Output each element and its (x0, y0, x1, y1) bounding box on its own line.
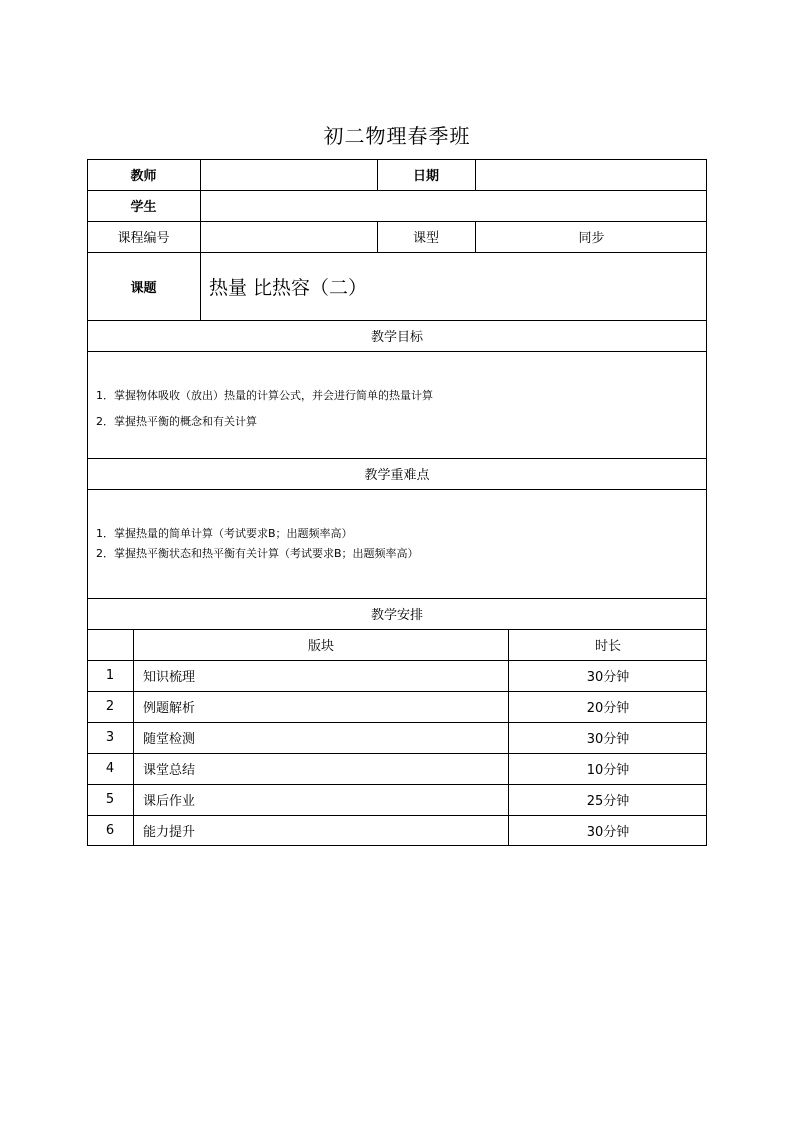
row-section: 课堂总结 (143, 763, 196, 778)
row-duration: 30分钟 (586, 732, 630, 747)
row-number: 1 (105, 668, 115, 683)
row-duration: 30分钟 (586, 670, 630, 685)
date-value[interactable] (476, 159, 707, 190)
col-section-header: 版块 (307, 639, 334, 654)
col-duration-header: 时长 (594, 639, 621, 654)
row-number: 6 (105, 823, 115, 838)
row-number: 5 (105, 792, 115, 807)
row-duration: 30分钟 (586, 825, 630, 840)
row-number: 4 (105, 761, 115, 776)
teacher-value[interactable] (201, 159, 377, 190)
row-section: 知识梳理 (143, 670, 196, 685)
teacher-label: 教师 (130, 169, 157, 184)
key-point-item: 1．掌握热量的简单计算（考试要求B；出题频率高） (96, 527, 353, 540)
key-points-header: 教学重难点 (364, 468, 430, 483)
student-label: 学生 (130, 200, 157, 215)
course-type-label: 课型 (412, 231, 439, 246)
row-section: 课后作业 (143, 794, 196, 809)
page-title: 初二物理春季班 (323, 124, 471, 148)
row-section: 例题解析 (143, 701, 196, 716)
course-no-value[interactable] (201, 221, 377, 252)
row-section: 能力提升 (143, 825, 196, 840)
topic-value: 热量 比热容（二） (209, 276, 368, 299)
objectives-header: 教学目标 (370, 330, 423, 345)
key-point-item: 2．掌握热平衡状态和热平衡有关计算（考试要求B；出题频率高） (96, 547, 419, 560)
student-value[interactable] (201, 190, 707, 221)
row-duration: 25分钟 (586, 794, 630, 809)
row-duration: 10分钟 (586, 763, 630, 778)
objective-item: 1．掌握物体吸收（放出）热量的计算公式，并会进行简单的热量计算 (96, 389, 433, 402)
objective-item: 2．掌握热平衡的概念和有关计算 (96, 415, 257, 428)
date-label: 日期 (412, 169, 439, 184)
row-section: 随堂检测 (143, 732, 196, 747)
schedule-header: 教学安排 (370, 608, 423, 623)
topic-label: 课题 (130, 280, 157, 296)
row-number: 3 (105, 730, 115, 745)
row-number: 2 (105, 699, 115, 714)
row-duration: 20分钟 (586, 701, 630, 716)
course-no-label: 课程编号 (117, 231, 170, 246)
course-type-value: 同步 (578, 231, 605, 246)
